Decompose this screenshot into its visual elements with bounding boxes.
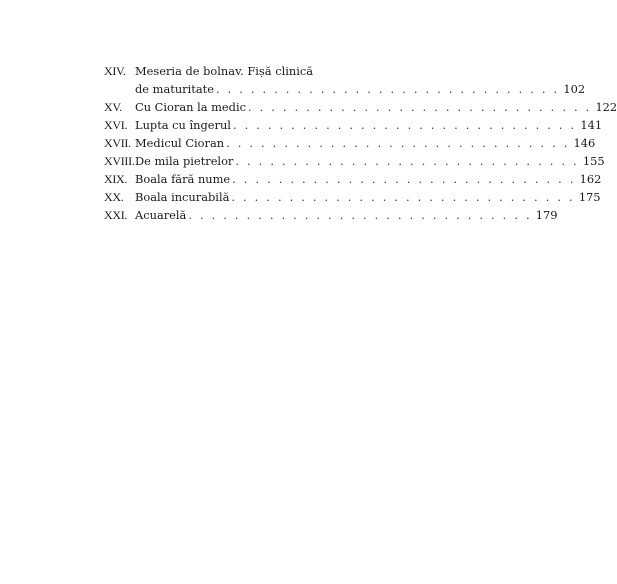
- toc-entry-xx: [104, 188, 601, 206]
- chapter-number: XX.: [104, 190, 124, 204]
- toc-entry-xix: [104, 170, 602, 188]
- page-number: 162: [579, 172, 602, 186]
- chapter-number: XIX.: [104, 172, 128, 186]
- toc-entry-xxi: [104, 206, 558, 224]
- chapter-number: XVI.: [104, 118, 128, 132]
- chapter-title: Lupta cu îngerul: [135, 118, 231, 132]
- dot-leader: . . . . . . . . . . . . . . . . . . . . . . . . . . . . . .: [232, 172, 576, 186]
- chapter-title-continued: de maturitate: [135, 82, 214, 96]
- page-number: 155: [582, 154, 605, 168]
- toc-entry-xiv: [104, 62, 586, 98]
- page-number: 141: [580, 118, 603, 132]
- table-of-contents: [104, 62, 617, 224]
- chapter-title: Boala fără nume: [135, 172, 231, 186]
- dot-leader: . . . . . . . . . . . . . . . . . . . . . . . . . . . . . .: [235, 154, 579, 168]
- page-number: 146: [573, 136, 596, 150]
- chapter-number: XVII.: [104, 136, 131, 150]
- toc-entry-xviii: [104, 152, 605, 170]
- page-number: 122: [595, 100, 617, 114]
- toc-entry-xvi: [104, 116, 603, 134]
- chapter-title: Acuarelă: [135, 208, 187, 222]
- chapter-number: XIV.: [104, 64, 126, 78]
- chapter-number: XVIII.: [104, 154, 135, 168]
- page-number: 179: [535, 208, 558, 222]
- toc-entry-xv: [104, 98, 617, 116]
- page-number: 175: [578, 190, 601, 204]
- dot-leader: . . . . . . . . . . . . . . . . . . . . . . . . . . . . . .: [188, 208, 532, 222]
- dot-leader: . . . . . . . . . . . . . . . . . . . . . . . . . . . . . .: [231, 190, 575, 204]
- dot-leader: . . . . . . . . . . . . . . . . . . . . . . . . . . . . . .: [248, 100, 592, 114]
- chapter-title: Cu Cioran la medic: [135, 100, 246, 114]
- chapter-title: Boala incurabilă: [135, 190, 230, 204]
- dot-leader: . . . . . . . . . . . . . . . . . . . . . . . . . . . . . .: [226, 136, 570, 150]
- chapter-title: Medicul Cioran: [135, 136, 225, 150]
- chapter-number: XXI.: [104, 208, 128, 222]
- chapter-number: XV.: [104, 100, 122, 114]
- chapter-title: Meseria de bolnav. Fișă clinică: [135, 64, 314, 78]
- dot-leader: . . . . . . . . . . . . . . . . . . . . . . . . . . . . . .: [232, 118, 577, 132]
- dot-leader: . . . . . . . . . . . . . . . . . . . . . . . . . . . . . .: [215, 82, 560, 96]
- chapter-title: De mila pietrelor: [135, 154, 234, 168]
- page-number: 102: [563, 82, 586, 96]
- toc-entry-xvii: [104, 134, 596, 152]
